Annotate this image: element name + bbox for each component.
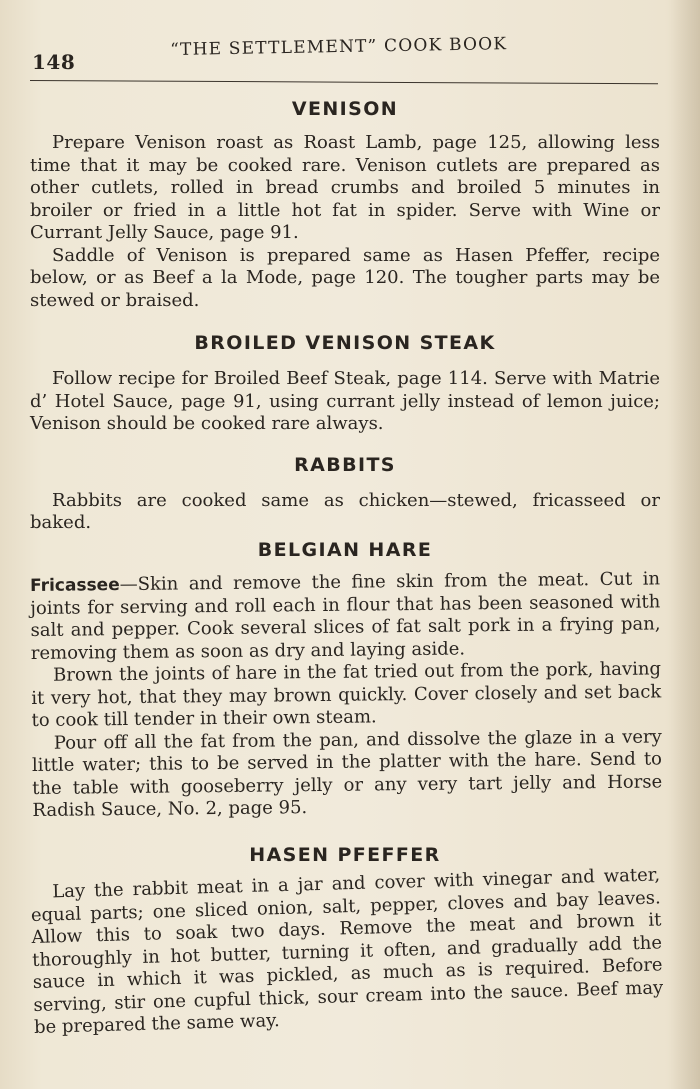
paragraph: Prepare Venison roast as Roast Lamb, page 125, allowing less time that it may be cooked rare. Venison cutlets are prepared as other cutlets, rolled in bread crumbs and broiled 5 minutes in broiler or fried in a little hot fat in spider. Serve with Wine or Currant Jelly Sauce, page 91. bbox=[30, 132, 660, 243]
paragraph: Lay the rabbit meat in a jar and cover with vinegar and water, equal parts; one sliced onion, salt, pepper, cloves and bay leaves. Allow this to soak two days. Remove the meat and brown it thoroughly in hot butter, turning it often, and gradually add the sauce in which it was pickled, as much as is required. Before serving, stir one cupful thick, sour cream into the sauce. Beef may be prepared the same way. bbox=[30, 864, 664, 1038]
section-belgian-hare bbox=[30, 538, 663, 823]
section-hasen-pfeffer bbox=[30, 844, 664, 1040]
section-title-broiled-venison-steak: BROILED VENISON STEAK bbox=[194, 332, 496, 354]
section-title-rabbits: RABBITS bbox=[294, 453, 396, 476]
paragraph: Brown the joints of hare in the fat tried out from the pork, having it very hot, that they may brown quickly. Cover closely and set back to cook till tender in their own steam. bbox=[31, 657, 662, 731]
paragraph-fricassee bbox=[30, 568, 661, 665]
paragraph: Rabbits are cooked same as chicken—stewed, fricasseed or baked. bbox=[30, 489, 660, 533]
section-title-belgian-hare: BELGIAN HARE bbox=[257, 538, 433, 561]
lead-text: —Skin and remove the fine skin from the meat. Cut in joints for serving and roll each in flour that has been seasoned with salt and pepper. Cook several slices of fat salt pork in a frying pan, removing them as soon as dry and laying aside. bbox=[30, 567, 661, 663]
paragraph: Pour off all the fat from the pan, and dissolve the glaze in a very little water; this to be served in the platter with the hare. Send to the table with gooseberry jelly or any very tart jelly and Horse Radish Sauce, No. 2, page 95. bbox=[31, 725, 663, 821]
section-venison bbox=[30, 98, 660, 312]
section-rabbits bbox=[30, 454, 660, 535]
page-edge-shadow bbox=[670, 0, 700, 1089]
page-header bbox=[30, 34, 660, 86]
paragraph: Saddle of Venison is prepared same as Hasen Pfeffer, recipe below, or as Beef a la Mode, page 120. The tougher parts may be stewed or braised. bbox=[30, 244, 660, 311]
section-title-hasen-pfeffer: HASEN PFEFFER bbox=[249, 844, 441, 866]
running-title: “THE SETTLEMENT” COOK BOOK bbox=[170, 34, 508, 60]
header-rule bbox=[30, 80, 658, 84]
section-title-venison: VENISON bbox=[291, 98, 399, 120]
section-broiled-venison-steak bbox=[30, 332, 660, 436]
lead-term: Fricassee bbox=[30, 574, 120, 596]
hasen-pfeffer-body bbox=[30, 864, 664, 1039]
page-number: 148 bbox=[32, 50, 76, 74]
page-content bbox=[30, 94, 664, 1040]
paragraph: Follow recipe for Broiled Beef Steak, page 114. Serve with Matrie d’ Hotel Sauce, page 91, using currant jelly instead of lemon juice; Venison should be cooked rare always. bbox=[30, 368, 660, 434]
belgian-hare-body bbox=[30, 568, 663, 822]
